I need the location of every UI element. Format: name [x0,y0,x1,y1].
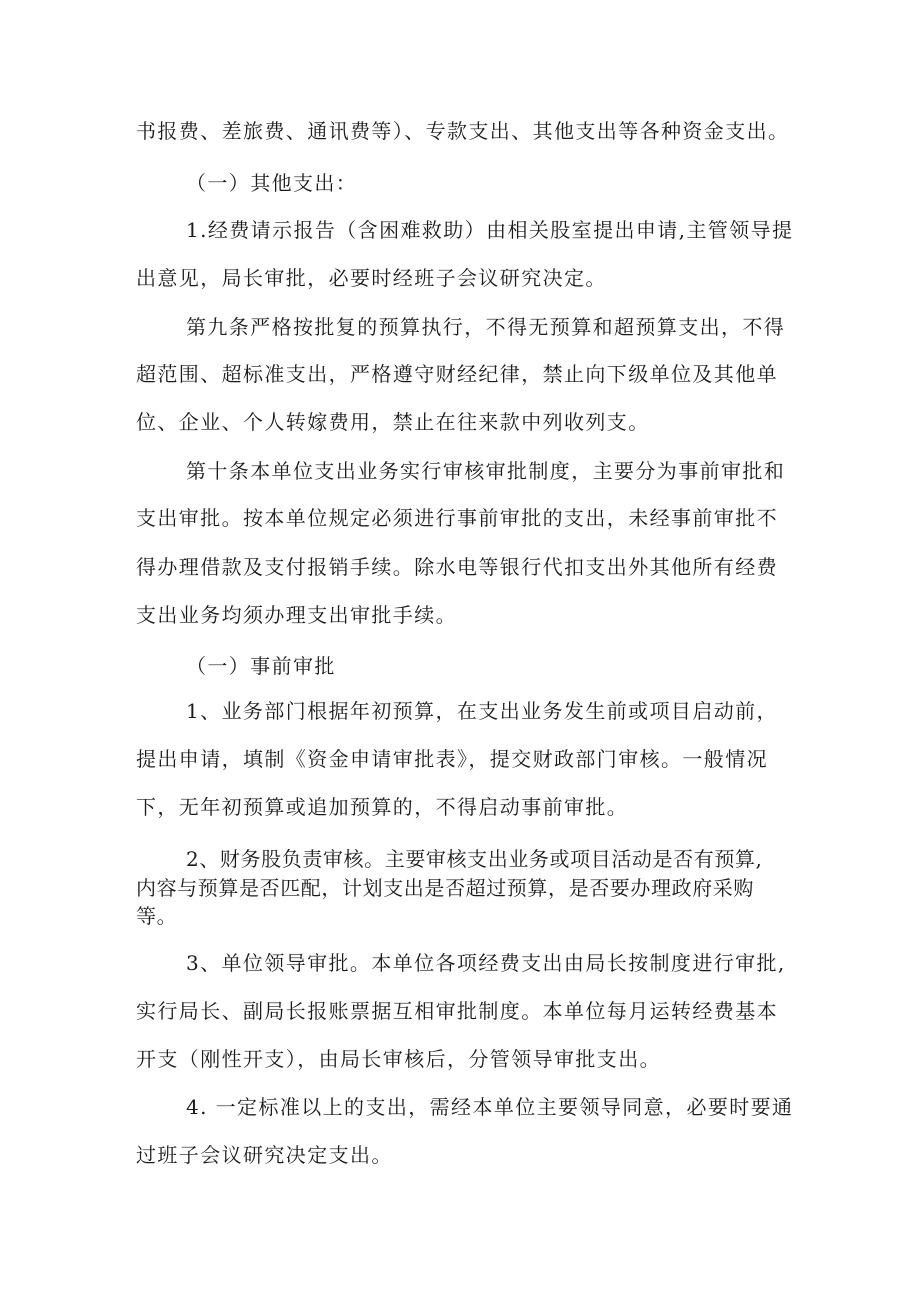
text-line: 过班子会议研究决定支出。 [136,1143,393,1167]
text-line: 位、企业、个人转嫁费用，禁止在往来款中列收列支。 [136,410,650,434]
text-line: 第九条严格按批复的预算执行，不得无预算和超预算支出，不得 [186,315,786,339]
text-line: 3、单位领导审批。本单位各项经费支出由局长按制度进行审批, [186,951,786,975]
text-line: 第十条本单位支出业务实行审核审批制度，主要分为事前审批和 [186,459,786,483]
text-line: 书报费、差旅费、通讯费等）、专款支出、其他支出等各种资金支出。 [136,119,790,143]
text-line: 提出申请，填制《资金申请审批表》，提交财政部门审核。一般情况 [136,747,768,771]
text-line: 1、业务部门根据年初预算，在支出业务发生前或项目启动前， [186,699,778,723]
text-line: 支出审批。按本单位规定必须进行事前审批的支出，未经事前审批不 [136,506,778,530]
section-heading: （一）其他支出： [186,171,358,195]
text-line: 下，无年初预算或追加预算的，不得启动事前审批。 [136,795,629,819]
text-line: 出意见，局长审批，必要时经班子会议研究决定。 [136,266,607,290]
text-line: 支出业务均须办理支出审批手续。 [136,603,457,627]
text-line: 2、财务股负责审核。主要审核支出业务或项目活动是否有预算, [186,847,763,871]
text-line: 开支（刚性开支），由局长审核后，分管领导审批支出。 [136,1047,661,1071]
text-line: 超范围、超标准支出，严格遵守财经纪律，禁止向下级单位及其他单 [136,362,778,386]
text-line: 内容与预算是否匹配，计划支出是否超过预算，是否要办理政府采购 [136,876,754,900]
text-line: 实行局长、副局长报账票据互相审批制度。本单位每月运转经费基本 [136,999,778,1023]
text-line: 得办理借款及支付报销手续。除水电等银行代扣支出外其他所有经费 [136,555,778,579]
text-line: 4. 一定标准以上的支出，需经本单位主要领导同意，必要时要通 [186,1095,794,1119]
text-line: 等。 [136,904,178,928]
section-heading: （一）事前审批 [186,654,336,678]
text-line: 1.经费请示报告（含困难救助）由相关股室提出申请,主管领导提 [186,218,794,242]
